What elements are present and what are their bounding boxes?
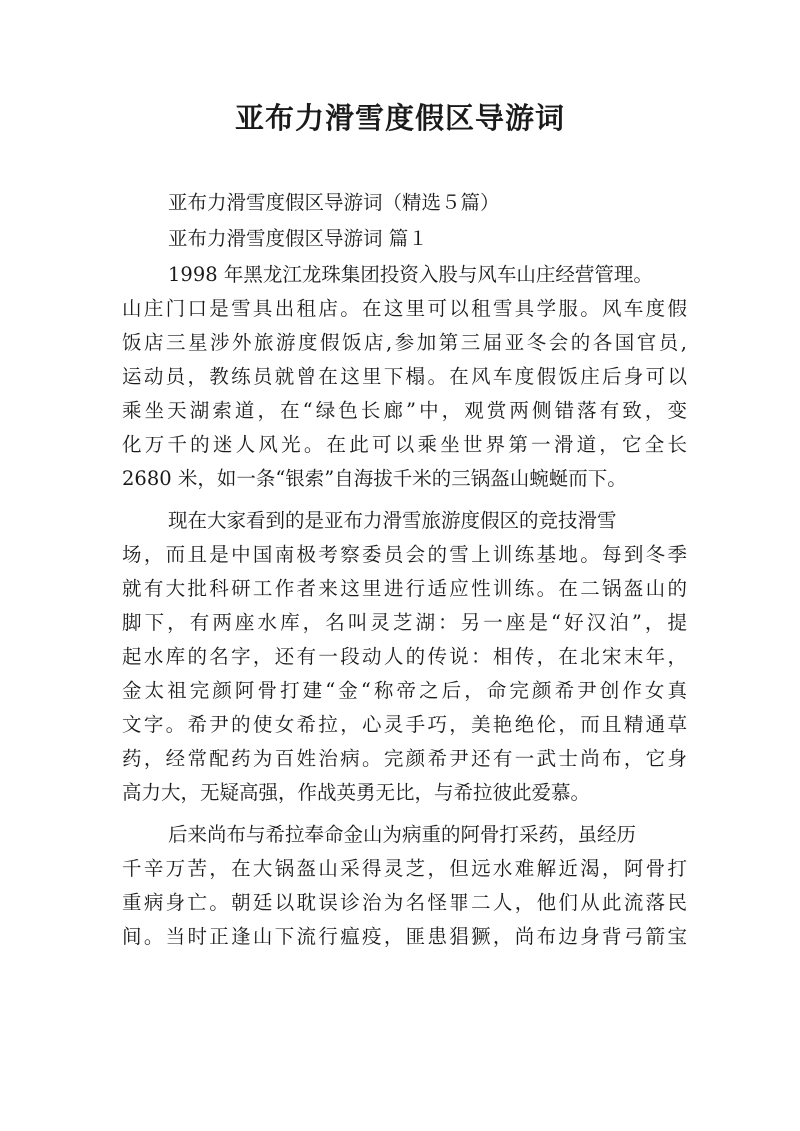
paragraph-line: 脚下，有两座水库，名叫灵芝湖：另一座是“好汉泊”，提 [122, 611, 687, 634]
paragraph-line: 2680 米，如一条“银索”自海拔千米的三锅盔山蜿蜒而下。 [122, 467, 627, 490]
paragraph-line: 重病身亡。朝廷以耽误诊治为名怪罪二人，他们从此流落民 [122, 891, 687, 914]
paragraph-line: 后来尚布与希拉奉命金山为病重的阿骨打采药，虽经历 [168, 823, 637, 846]
paragraph-line: 1998 年黑龙江龙珠集团投资入股与风车山庄经营管理。 [168, 263, 653, 286]
paragraph-line: 千辛万苦，在大锅盔山采得灵芝，但远水难解近渴，阿骨打 [122, 857, 687, 880]
paragraph-line: 场，而且是中国南极考察委员会的雪上训练基地。每到冬季 [122, 543, 687, 566]
document-subtitle: 亚布力滑雪度假区导游词（精选５篇） [168, 191, 500, 214]
paragraph-line: 运动员，教练员就曾在这里下榻。在风车度假饭庄后身可以 [122, 365, 687, 388]
paragraph-line: 现在大家看到的是亚布力滑雪旅游度假区的竞技滑雪 [168, 509, 617, 532]
paragraph-line: 药，经常配药为百姓治病。完颜希尹还有一武士尚布，它身 [122, 747, 687, 770]
paragraph-line: 金太祖完颜阿骨打建“金“称帝之后，命完颜希尹创作女真 [122, 679, 687, 702]
paragraph-line: 间。当时正逢山下流行瘟疫，匪患猖獗，尚布边身背弓箭宝 [122, 925, 687, 948]
section-heading: 亚布力滑雪度假区导游词 篇１ [168, 227, 428, 250]
paragraph [122, 258, 687, 496]
paragraph-line: 山庄门口是雪具出租店。在这里可以租雪具学服。风车度假 [122, 297, 687, 320]
document-body [122, 186, 687, 954]
paragraph-line: 乘坐天湖索道，在“绿色长廊”中，观赏两侧错落有致，变 [122, 399, 687, 422]
paragraph-line: 高力大，无疑高强，作战英勇无比，与希拉彼此爱慕。 [122, 781, 591, 804]
paragraph [122, 818, 687, 954]
paragraph-line: 文字。希尹的使女希拉，心灵手巧，美艳绝伦，而且精通草 [122, 713, 687, 736]
paragraph-line: 饭店三星涉外旅游度假饭店,参加第三届亚冬会的各国官员, [122, 331, 687, 354]
paragraph-line: 就有大批科研工作者来这里进行适应性训练。在二锅盔山的 [122, 577, 687, 600]
paragraph-line: 化万千的迷人风光。在此可以乘坐世界第一滑道，它全长 [122, 433, 687, 456]
document-title: 亚布力滑雪度假区导游词 [234, 101, 565, 135]
paragraph [122, 504, 687, 810]
paragraph-line: 起水库的名字，还有一段动人的传说：相传，在北宋末年， [122, 645, 687, 668]
